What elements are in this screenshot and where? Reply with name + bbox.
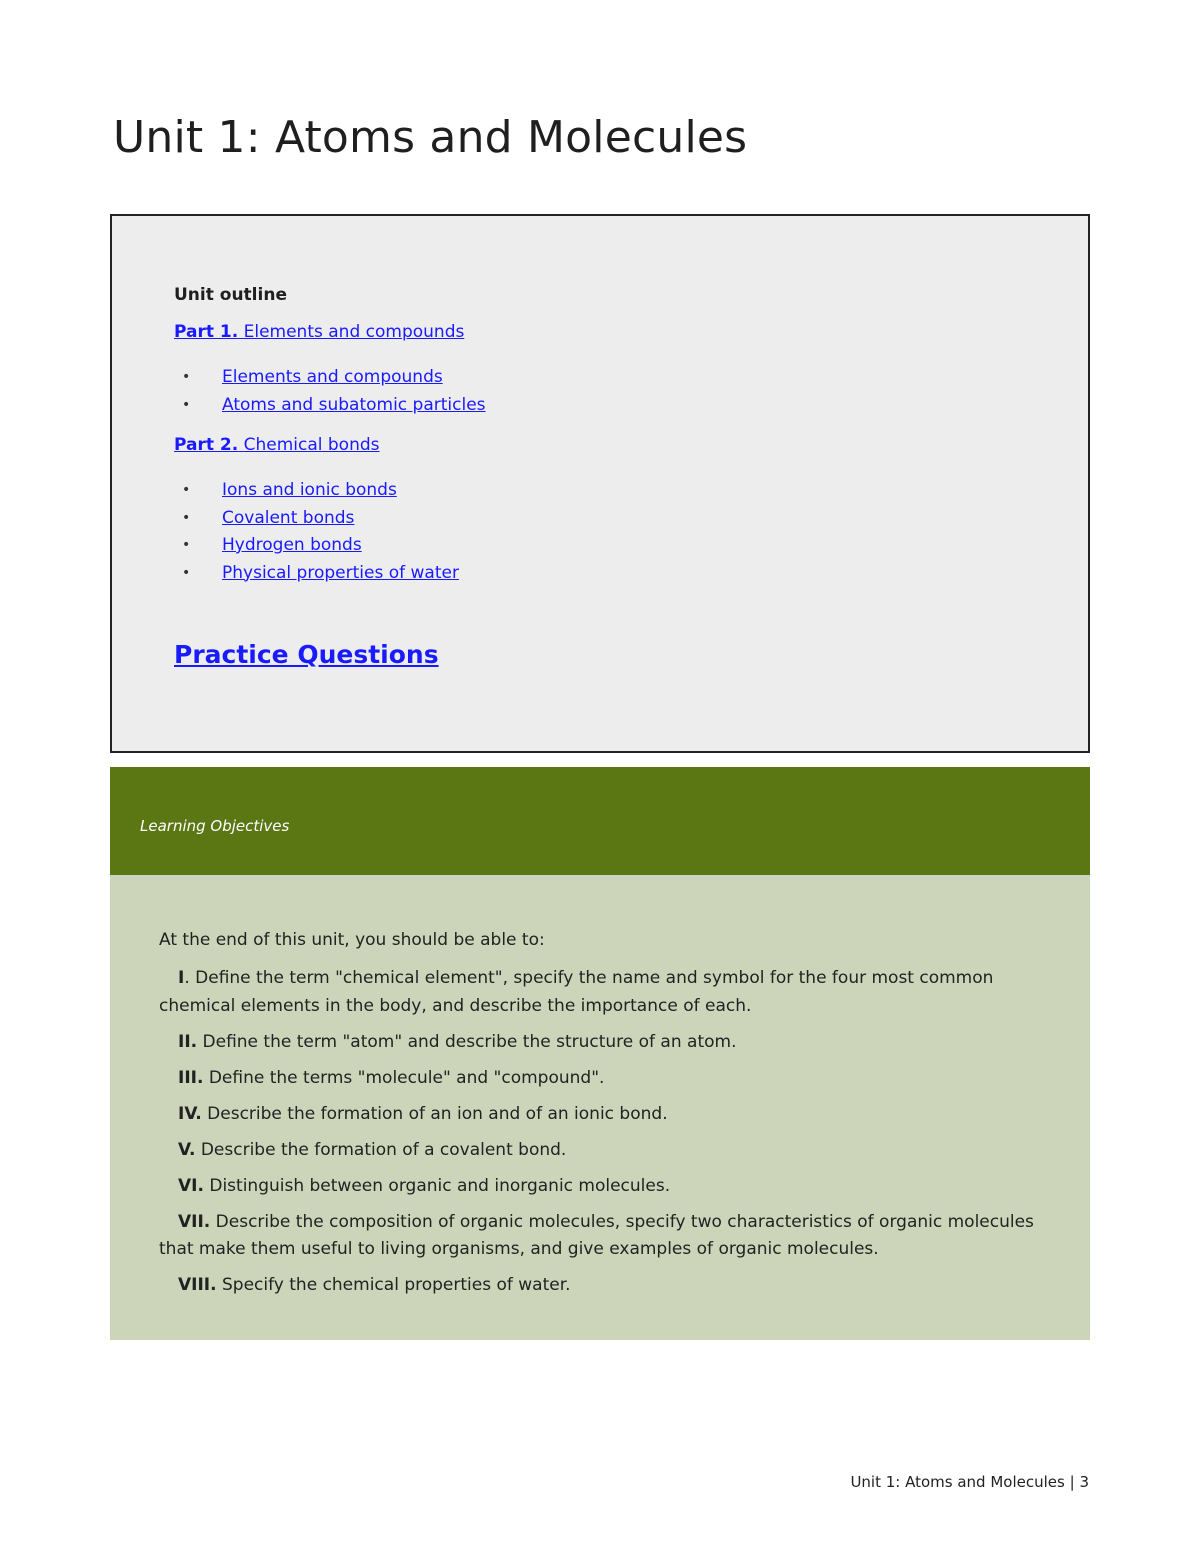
part-1-list <box>182 364 486 419</box>
objective-number: II. <box>178 1031 198 1052</box>
list-item <box>182 364 486 392</box>
list-item <box>182 505 459 533</box>
objective-text: Define the terms "molecule" and "compound". <box>208 1067 605 1088</box>
unit-outline-box <box>110 214 1090 753</box>
list-item <box>182 560 459 588</box>
outline-heading: Unit outline <box>174 285 287 305</box>
page-title: Unit 1: Atoms and Molecules <box>113 112 748 163</box>
objective-text: Describe the formation of an ion and of an ionic bond. <box>207 1103 668 1124</box>
objective-item <box>159 1101 1069 1129</box>
list-item <box>182 477 459 505</box>
objective-item <box>159 1173 1069 1201</box>
objective-text: Define the term "atom" and describe the structure of an atom. <box>202 1031 737 1052</box>
objective-item <box>159 1272 1069 1300</box>
bullet-icon: • <box>182 509 191 526</box>
bullet-icon: • <box>182 482 191 498</box>
objective-number: VII. <box>178 1211 211 1232</box>
objective-text: Describe the formation of a covalent bond. <box>200 1139 567 1160</box>
page-footer <box>850 1473 1089 1491</box>
objective-number: IV. <box>178 1103 202 1124</box>
link-elements-and-compounds[interactable]: Elements and compounds <box>222 367 443 387</box>
objective-item <box>159 1209 1069 1264</box>
objective-separator: . <box>184 968 196 988</box>
objective-number: VIII. <box>178 1275 217 1295</box>
footer-separator: | <box>1069 1473 1075 1491</box>
link-hydrogen-bonds[interactable]: Hydrogen bonds <box>222 535 362 555</box>
part-2-link[interactable] <box>174 435 380 455</box>
bullet-icon: • <box>182 537 191 553</box>
part-2-list <box>182 477 459 587</box>
objective-text: Distinguish between organic and inorganic molecules. <box>209 1175 671 1196</box>
part-1-prefix: Part 1. <box>174 322 239 342</box>
objective-text: Describe the composition of organic molecules, specify two characteristics of organic molecules that make them useful to living organisms, and give examples of organic molecules. <box>159 1211 1034 1259</box>
bullet-icon: • <box>182 396 191 413</box>
objective-text: Specify the chemical properties of water. <box>222 1275 571 1295</box>
part-1-title: Elements and compounds <box>243 322 465 342</box>
link-covalent-bonds[interactable]: Covalent bonds <box>222 507 355 528</box>
objective-item <box>159 965 1069 1020</box>
objective-number: VI. <box>178 1175 204 1196</box>
objective-text: Define the term "chemical element", specify the name and symbol for the four most common chemical elements in the body, and describe the importance of each. <box>159 968 994 1016</box>
learning-objectives-body <box>110 875 1090 1340</box>
footer-title: Unit 1: Atoms and Molecules <box>850 1473 1065 1491</box>
learning-objectives-header <box>110 767 1090 875</box>
objective-item <box>159 1029 1069 1057</box>
link-physical-properties-of-water[interactable]: Physical properties of water <box>222 562 459 583</box>
part-1-link[interactable] <box>174 322 464 342</box>
objective-number: V. <box>178 1139 196 1160</box>
objective-item <box>159 1137 1069 1165</box>
part-2-title: Chemical bonds <box>243 435 380 455</box>
bullet-icon: • <box>182 369 191 385</box>
objectives-list <box>159 965 1069 1308</box>
bullet-icon: • <box>182 564 191 581</box>
link-atoms-and-subatomic-particles[interactable]: Atoms and subatomic particles <box>222 394 486 415</box>
list-item <box>182 392 486 420</box>
objectives-intro: At the end of this unit, you should be able to: <box>159 930 545 950</box>
link-ions-and-ionic-bonds[interactable]: Ions and ionic bonds <box>222 480 397 500</box>
practice-questions-link[interactable]: Practice Questions <box>174 640 439 669</box>
part-2-prefix: Part 2. <box>174 435 239 455</box>
page-number: 3 <box>1079 1473 1089 1491</box>
objective-number: III. <box>178 1067 204 1088</box>
learning-objectives-title: Learning Objectives <box>140 817 290 835</box>
list-item <box>182 532 459 560</box>
objective-number: I <box>178 968 185 988</box>
objective-item <box>159 1065 1069 1093</box>
